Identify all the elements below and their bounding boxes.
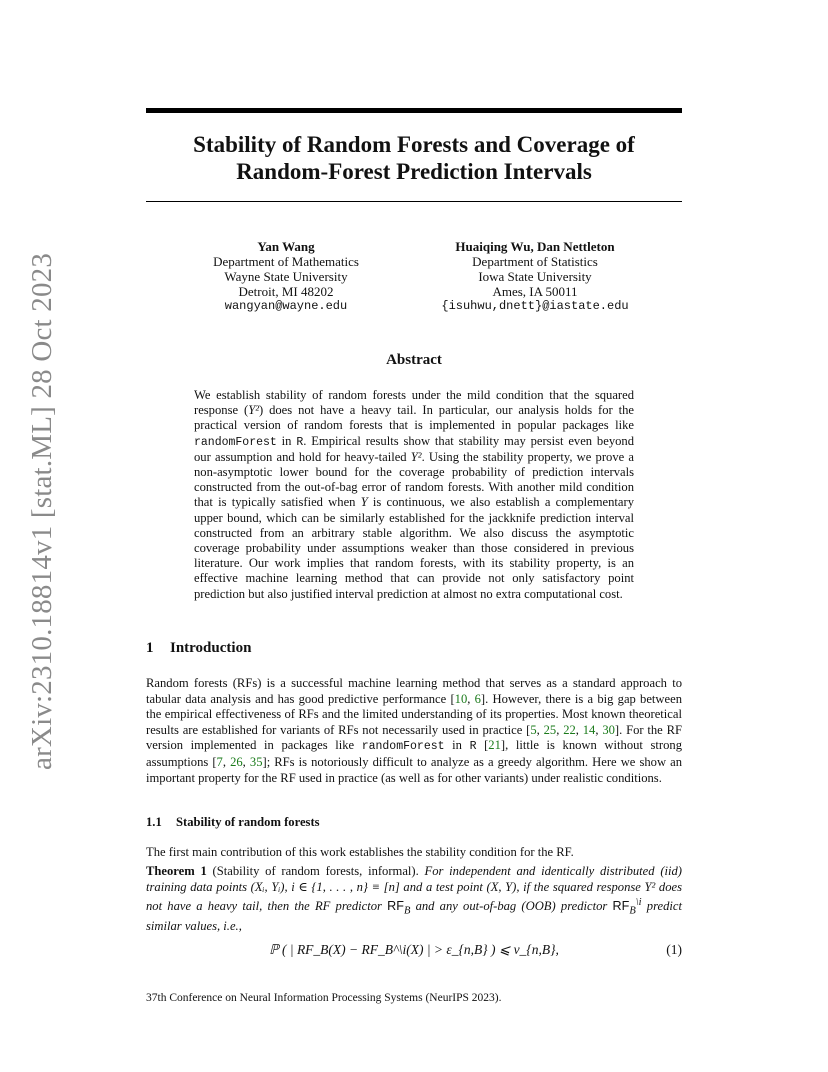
theorem-note: (Stability of random forests, informal). [206,864,425,878]
section-number: 1 [146,640,154,656]
conference-footer: 37th Conference on Neural Information Processing Systems (NeurIPS 2023). [146,992,502,1004]
author-university: Iowa State University [478,269,592,284]
body-text: ]; RFs is notoriously difficult to analyze as a greedy algorithm. Here we show an important property for the RF used in practice (as well as for other variants) under realistic conditions. [146,754,683,785]
citation-separator: , [536,722,544,737]
citation-link[interactable]: 26 [230,754,243,769]
math-operator: RF [387,899,404,914]
author-block-1 [186,239,386,314]
code-inline: randomForest [194,435,277,449]
citation-link[interactable]: 35 [249,754,263,769]
abstract-text: in [276,433,297,448]
author-university: Wayne State University [224,269,348,284]
math-inline: Y² [644,879,656,894]
math-operator: RF [612,899,630,914]
author-block-2 [410,239,660,314]
title-line-1: Stability of Random Forests and Coverage of [193,132,635,157]
body-text: in [444,738,470,753]
abstract-text: We establish stability of random forests under the mild condition that the squared response ( [194,388,634,418]
author-name: Yan Wang [257,239,315,254]
math-inline: Y² [248,403,259,418]
section-title: Introduction [170,640,252,656]
citation-separator: , [556,722,564,737]
theorem-text: and any out-of-bag (OOB) predictor [410,899,613,914]
intro-paragraph [146,676,682,786]
abstract-text: is continuous, we also establish a complementary upper bound, which can be similarly established for the jackknife prediction interval constructed from an arbitrary stable algorithm. We also discuss the asymptotic coverage probability under assumptions weaker than those considered in previous literature. Our work implies that random forests, with its stability property, is an effective machine learning method that can provide not only satisfactory point prediction but also justified interval prediction at almost no extra computational cost. [194,495,634,601]
math-inline: (X, Y) [486,879,517,894]
author-address: Detroit, MI 48202 [238,284,334,299]
abstract-body [194,388,634,602]
title-line-2: Random-Forest Prediction Intervals [236,159,592,184]
body-text: ]. For the RF version implemented in packages like [146,722,682,753]
theorem-1 [146,864,682,935]
math-superscript: \i [635,897,642,909]
citation-link[interactable]: 14 [582,722,596,737]
section-heading-introduction [146,640,251,657]
paper-title [146,131,682,185]
abstract-heading: Abstract [386,352,442,368]
body-text: [ [476,738,489,753]
citation-link[interactable]: 25 [543,722,557,737]
math-subscript: B [403,905,411,917]
citation-link[interactable]: 5 [530,722,537,737]
citation-link[interactable]: 7 [216,754,223,769]
arxiv-identifier: arXiv:2310.18814v1 [stat.ML] 28 Oct 2023 [26,252,58,770]
citation-separator: , [222,754,231,769]
abstract-text: ) does not have a heavy tail. In particular, our analysis holds for the practical version of random forests that is implemented in popular packages like [194,403,634,433]
math-subscript: B [629,905,636,917]
equation-expression: ℙ ( | RF_B(X) − RF_B^\i(X) | > ε_{n,B} ) ⩽ ν_{n,B}, [269,942,559,957]
citation-link[interactable]: 22 [563,722,576,737]
body-text: ], little is known without strong assumptions [ [146,738,683,769]
abstract-text: . Empirical results show that stability may persist even beyond our assumption and hold for heavy-tailed [194,433,635,464]
theorem-text: , if the squared response [516,879,645,894]
math-inline: (Xᵢ, Yᵢ), i ∈ {1, . . . , n} ≡ [n] [250,879,400,894]
contribution-paragraph: The first main contribution of this work establishes the stability condition for the RF. [146,845,574,859]
subsection-title: Stability of random forests [176,815,320,829]
body-text: Random forests (RFs) is a successful machine learning method that serves as a standard approach to tabular data analysis and has good predictive performance [ [146,676,682,706]
author-department: Department of Mathematics [213,254,359,269]
author-email[interactable]: wangyan@wayne.edu [224,299,348,313]
citation-separator: , [467,691,475,706]
author-name: Huaiqing Wu, Dan Nettleton [455,239,615,254]
theorem-text: does not have a heavy tail, then the RF predictor [146,879,682,914]
subsection-number: 1.1 [146,815,162,829]
citation-separator: , [242,754,250,769]
title-rule-bottom [146,201,682,202]
code-inline: randomForest [361,740,445,754]
code-inline: R [469,740,477,754]
equation-1 [146,940,682,962]
equation-number: (1) [666,942,682,957]
title-rule-top [146,108,682,113]
author-email[interactable]: {isuhwu,dnett}@iastate.edu [441,299,629,313]
subsection-heading-stability [146,815,320,830]
citation-link[interactable]: 21 [488,738,501,753]
math-inline: Y [360,495,368,510]
author-address: Ames, IA 50011 [492,284,578,299]
code-inline: R [296,435,304,449]
theorem-text: predict similar values, i.e., [146,899,682,934]
math-inline: Y² [410,449,422,464]
citation-separator: , [575,722,583,737]
citation-link[interactable]: 30 [602,722,615,737]
body-text: ]. However, there is a big gap between the empirical effectiveness of RFs and the limited understanding of its properties. Most known theoretical results are established for variants of RFs not necessarily used in practice [ [146,691,683,737]
theorem-text: and a test point [399,879,487,894]
theorem-text: For independent and identically distributed (iid) training data points [146,864,682,894]
author-department: Department of Statistics [472,254,598,269]
citation-link[interactable]: 10 [454,691,468,706]
citation-separator: , [595,722,603,737]
abstract-text: . Using the stability property, we prove a non-asymptotic lower bound for the coverage probability of prediction intervals constructed from the out-of-bag error of random forests. With another mild condition that is typically satisfied when [194,449,635,510]
citation-link[interactable]: 6 [474,691,481,706]
theorem-label: Theorem 1 [146,864,207,878]
